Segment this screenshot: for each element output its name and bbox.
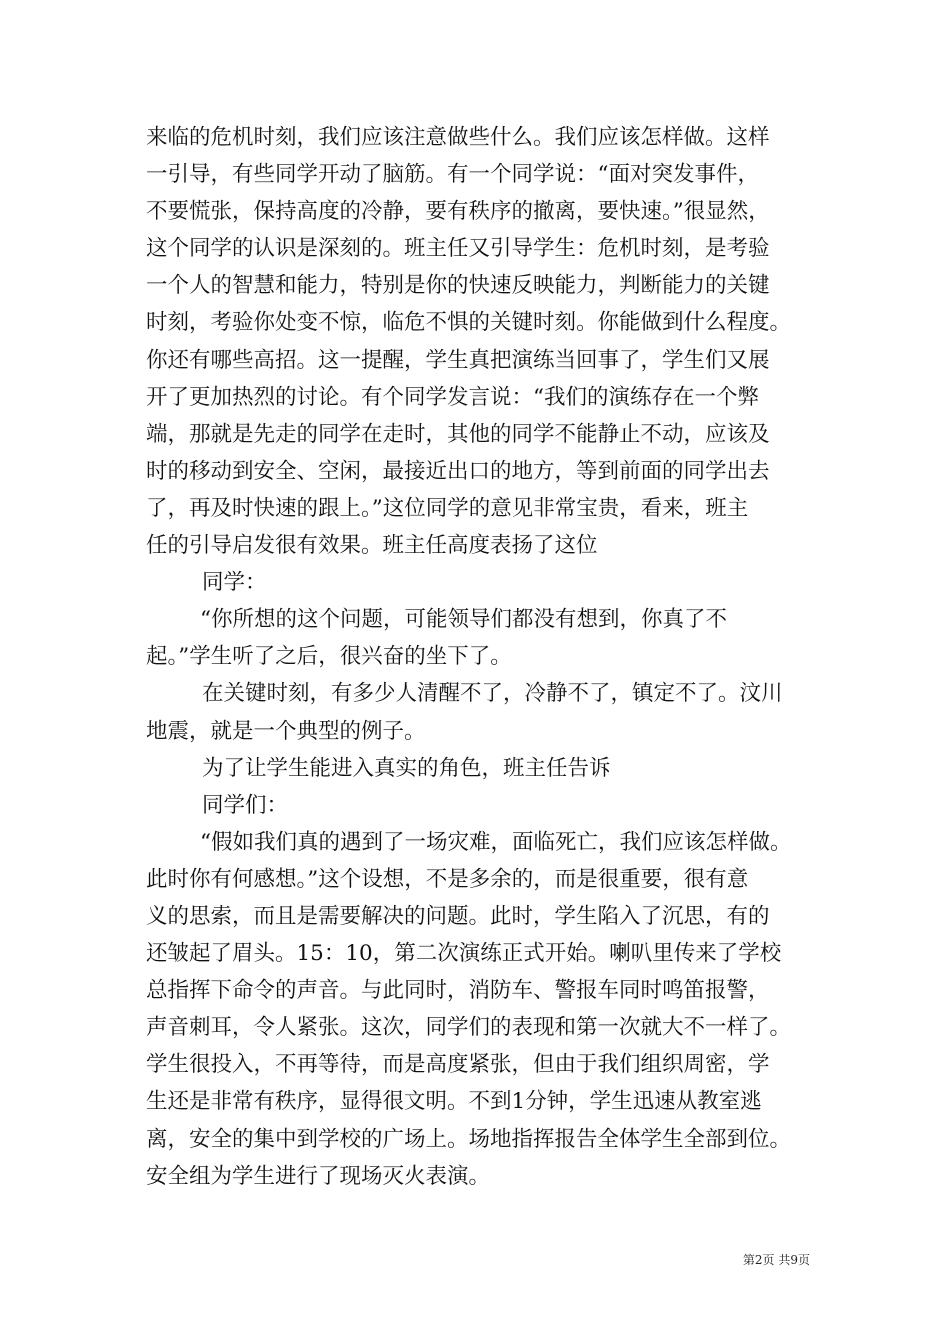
text-line: 同学： (202, 570, 267, 596)
body-text (146, 119, 814, 1195)
text-line: 学生很投入，不再等待，而是高度紧张，但由于我们组织周密，学 (146, 1052, 770, 1078)
text-line: 总指挥下命令的声音。与此同时，消防车、警报车同时鸣笛报警， (146, 978, 770, 1004)
text-line: 此时你有何感想。”这个设想，不是多余的，而是很重要，很有意 (146, 866, 749, 892)
text-line: 不要慌张，保持高度的冷静，要有秩序的撤离，要快速。”很显然， (146, 199, 770, 225)
text-line: 在关键时刻，有多少人清醒不了，冷静不了，镇定不了。汶川 (202, 681, 783, 707)
text-line: 时的移动到安全、空闲，最接近出口的地方，等到前面的同学出去 (146, 458, 770, 484)
text-line: 开了更加热烈的讨论。有个同学发言说：“我们的演练存在一个弊 (146, 384, 759, 410)
text-line: 一引导，有些同学开动了脑筋。有一个同学说：“面对突发事件， (146, 162, 759, 188)
text-line: 同学们： (202, 792, 289, 818)
text-line: 一个人的智慧和能力，特别是你的快速反映能力，判断能力的关键 (146, 273, 770, 299)
text-line: 生还是非常有秩序，显得很文明。不到1分钟，学生迅速从教室逃 (146, 1089, 762, 1115)
text-line: 声音刺耳，令人紧张。这次，同学们的表现和第一次就大不一样了。 (146, 1015, 792, 1041)
text-line: 起。”学生听了之后，很兴奋的坐下了。 (146, 644, 512, 670)
text-line: 这个同学的认识是深刻的。班主任又引导学生：危机时刻，是考验 (146, 236, 770, 262)
text-line: 任的引导启发很有效果。班主任高度表扬了这位 (146, 533, 598, 559)
text-line: 义的思索，而且是需要解决的问题。此时，学生陷入了沉思，有的 (146, 903, 770, 929)
text-line: “假如我们真的遇到了一场灾难，面临死亡，我们应该怎样做。 (200, 829, 792, 855)
text-line: 离，安全的集中到学校的广场上。场地指挥报告全体学生全部到位。 (146, 1126, 792, 1152)
text-line: 端，那就是先走的同学在走时，其他的同学不能静止不动，应该及 (146, 421, 770, 447)
text-line: 你还有哪些高招。这一提醒，学生真把演练当回事了，学生们又展 (146, 347, 770, 373)
page-number-footer: 第2页 共9页 (742, 1253, 810, 1267)
text-line: 了，再及时快速的跟上。”这位同学的意见非常宝贵，看来，班主 (146, 495, 749, 521)
text-line: 为了让学生能进入真实的角色，班主任告诉 (202, 755, 611, 781)
text-line: 时刻，考验你处变不惊，临危不惧的关键时刻。你能做到什么程度。 (146, 310, 792, 336)
text-line: 地震，就是一个典型的例子。 (146, 718, 426, 744)
text-line: 来临的危机时刻，我们应该注意做些什么。我们应该怎样做。这样 (146, 125, 770, 150)
text-line: “你所想的这个问题，可能领导们都没有想到，你真了不 (200, 607, 727, 633)
text-line: 安全组为学生进行了现场灭火表演。 (146, 1163, 491, 1189)
text-line: 还皱起了眉头。15：10，第二次演练正式开始。喇叭里传来了学校 (146, 941, 782, 967)
